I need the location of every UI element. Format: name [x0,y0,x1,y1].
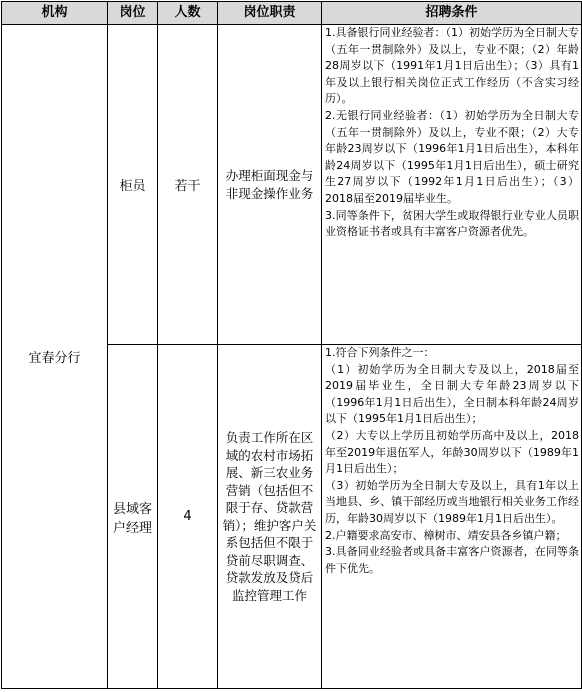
count-cell: 若干 [158,25,218,345]
duty-cell: 负责工作所在区域的农村市场拓展、新三农业务营销（包括但不限于存、贷款营销）；维护客户关系包括但不限于贷前尽职调查、贷款发放及贷后监控管理工作 [218,345,322,689]
position-cell: 柜员 [108,25,158,345]
requirement-item: 2.户籍要求高安市、樟树市、靖安县各乡镇户籍； [325,528,567,542]
table-row [2,25,582,345]
header-requirements: 招聘条件 [322,2,582,25]
requirements-cell [322,345,582,689]
requirement-item: 3.同等条件下，贫困大学生或取得银行业专业人员职业资格证书者或具有丰富客户资源者优先。 [325,208,579,239]
header-org: 机构 [2,2,108,25]
requirement-item: （2）大专以上学历且初始学历高中及以上，2018年至2019年退伍军人，年龄30周岁以下（1989年1月1日后出生）； [325,428,579,476]
requirement-item: （3）初始学历为全日制大专及以上，具有1年以上当地县、乡、镇干部经历或当地银行相关业务工作经历，年龄30周岁以下（1989年1月1日后出生）。 [325,478,579,525]
requirement-item: 1.符合下列条件之一： [325,346,435,359]
header-position: 岗位 [108,2,158,25]
org-cell: 宜春分行 [2,25,108,689]
recruitment-table [1,1,582,689]
requirements-cell [322,25,582,345]
header-duty: 岗位职责 [218,2,322,25]
position-cell: 县域客户经理 [108,345,158,689]
count-cell: 4 [158,345,218,689]
requirement-item: 3.具备同业经验者或具备丰富客户资源者，在同等条件下优先。 [325,545,579,575]
requirement-item: 1.具备银行同业经验者：（1）初始学历为全日制大专（五年一贯制除外）及以上，专业不限；（2）年龄28周岁以下（1991年1月1日后出生）；（3）具有1年及以上银行相关岗位正式工作经历（不含实习经历）。 [325,26,579,106]
header-count: 人数 [158,2,218,25]
requirement-item: （1）初始学历为全日制大专及以上，2018届至2019届毕业生，全日制大专年龄23周岁以下（1996年1月1日后出生），全日制本科年龄24周岁以下（1995年1月1日后出生）； [325,362,579,426]
duty-cell: 办理柜面现金与非现金操作业务 [218,25,322,345]
requirement-item: 2.无银行同业经验者：（1）初始学历为全日制大专（五年一贯制除外）及以上，专业不限；（2）大专年龄23周岁以下（1996年1月1日后出生），本科年龄24周岁以下（1995年1月1日后出生），硕士研究生27周岁以下（1992年1月1日后出生）；（3）2018届至2019届毕业生。 [325,108,579,205]
header-row [2,2,582,25]
